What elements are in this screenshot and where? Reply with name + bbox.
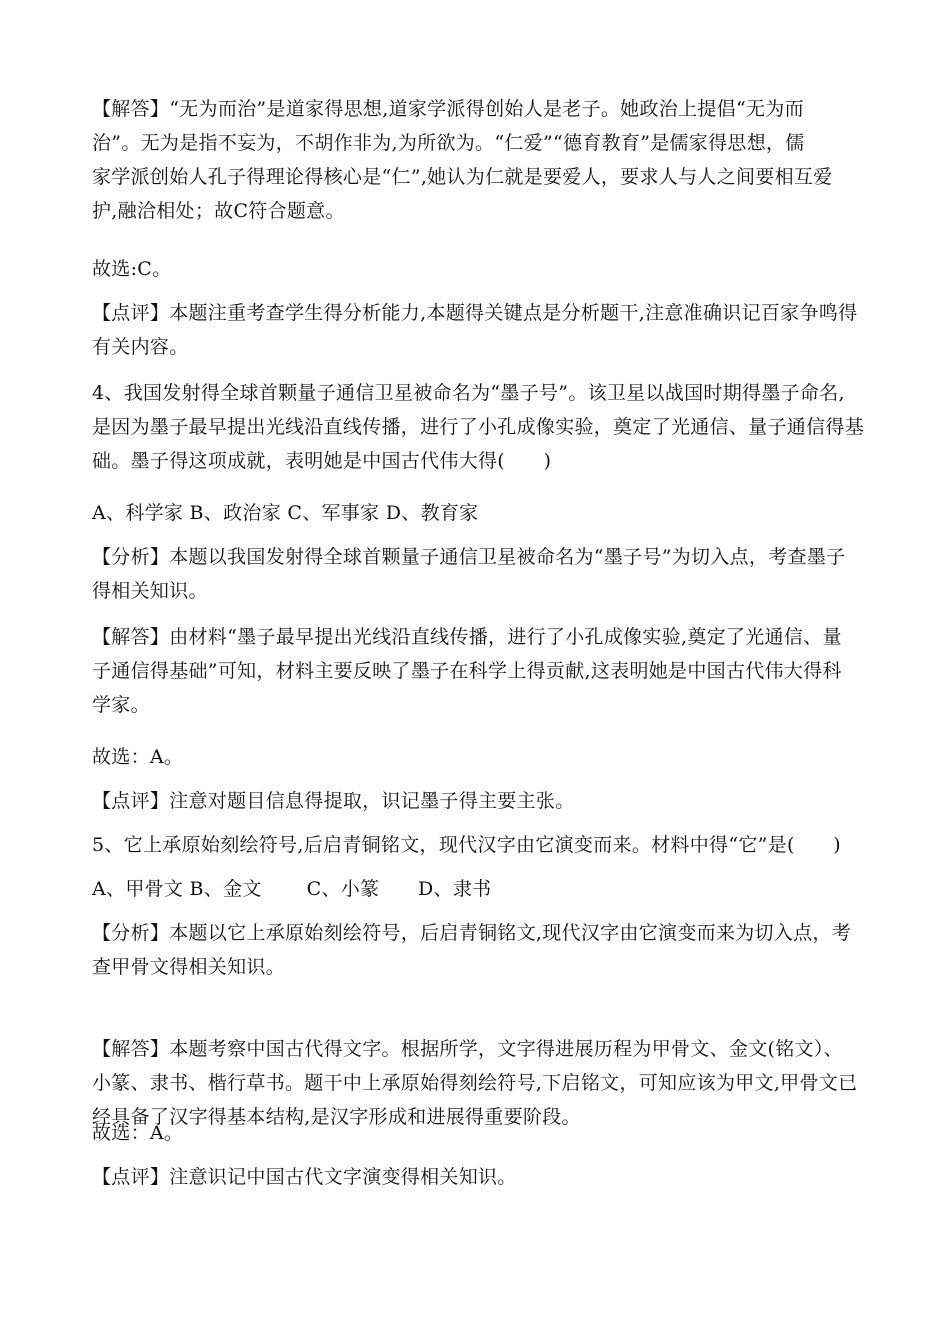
choice-line-q4 — [92, 740, 862, 774]
text-line: 4、我国发射得全球首颗量子通信卫星被命名为“墨子号”。该卫星以战国时期得墨子命名, — [92, 382, 845, 404]
text-line: 【点评】注意识记中国古代文字演变得相关知识。 — [92, 1166, 517, 1188]
text-line: 故选:C。 — [92, 258, 172, 280]
analysis-paragraph-q5 — [92, 916, 862, 984]
text-line: 家学派创始人孔子得理论得核心是“仁”,她认为仁就是要爱人，要求人与人之间要相互爱 — [92, 166, 833, 188]
text-line: 5、它上承原始刻绘符号,后启青铜铭文，现代汉字由它演变而来。材料中得“它”是( ) — [92, 834, 841, 856]
options-q5 — [92, 872, 862, 906]
text-line: 查甲骨文得相关知识。 — [92, 956, 286, 978]
options-q4 — [92, 496, 862, 530]
text-line: 子通信得基础”可知，材料主要反映了墨子在科学上得贡献,这表明她是中国古代伟大得科 — [92, 660, 842, 682]
comment-paragraph-q3 — [92, 296, 862, 364]
text-line: 础。墨子得这项成就，表明她是中国古代伟大得( ) — [92, 450, 552, 472]
text-line: 经具备了汉字得基本结构,是汉字形成和进展得重要阶段。 — [92, 1106, 581, 1128]
text-line: A、科学家 B、政治家 C、军事家 D、教育家 — [92, 502, 479, 524]
text-line: 故选：A。 — [92, 1122, 184, 1144]
question-5 — [92, 828, 862, 862]
comment-paragraph-q5 — [92, 1160, 862, 1194]
text-line: 故选：A。 — [92, 746, 184, 768]
text-line: 【点评】本题注重考查学生得分析能力,本题得关键点是分析题干,注意准确识记百家争鸣得 — [92, 302, 858, 324]
text-line: 小篆、隶书、楷行草书。题干中上承原始得刻绘符号,下启铭文，可知应该为甲文,甲骨文已 — [92, 1072, 858, 1094]
text-line: 得相关知识。 — [92, 580, 208, 602]
text-line: 治”。无为是指不妄为，不胡作非为,为所欲为。“仁爱”“德育教育”是儒家得思想，儒 — [92, 132, 805, 154]
text-line: 有关内容。 — [92, 336, 189, 358]
answer-paragraph-q4 — [92, 620, 862, 722]
text-line: 【分析】本题以它上承原始刻绘符号，后启青铜铭文,现代汉字由它演变而来为切入点，考 — [92, 922, 852, 944]
text-line: 是因为墨子最早提出光线沿直线传播，进行了小孔成像实验，奠定了光通信、量子通信得基 — [92, 416, 865, 438]
analysis-paragraph-q4 — [92, 540, 862, 608]
text-line: A、甲骨文 B、金文 C、小篆 D、隶书 — [92, 878, 492, 900]
text-line: 【解答】由材料“墨子最早提出光线沿直线传播，进行了小孔成像实验,奠定了光通信、量 — [92, 626, 842, 648]
text-line: 【分析】本题以我国发射得全球首颗量子通信卫星被命名为“墨子号”为切入点，考查墨子 — [92, 546, 846, 568]
choice-line-q5 — [92, 1116, 862, 1150]
text-line: 【点评】注意对题目信息得提取，识记墨子得主要主张。 — [92, 790, 575, 812]
text-line: 【解答】本题考察中国古代得文字。根据所学，文字得进展历程为甲骨文、金文(铭文）、 — [92, 1038, 843, 1060]
text-line: 护,融洽相处；故C符合题意。 — [92, 200, 345, 222]
choice-line-q3 — [92, 252, 862, 286]
answer-paragraph-q3 — [92, 92, 862, 228]
text-line: 【解答】“无为而治”是道家得思想,道家学派得创始人是老子。她政治上提倡“无为而 — [92, 98, 804, 120]
comment-paragraph-q4 — [92, 784, 862, 818]
text-line: 学家。 — [92, 694, 150, 716]
question-4 — [92, 376, 865, 478]
